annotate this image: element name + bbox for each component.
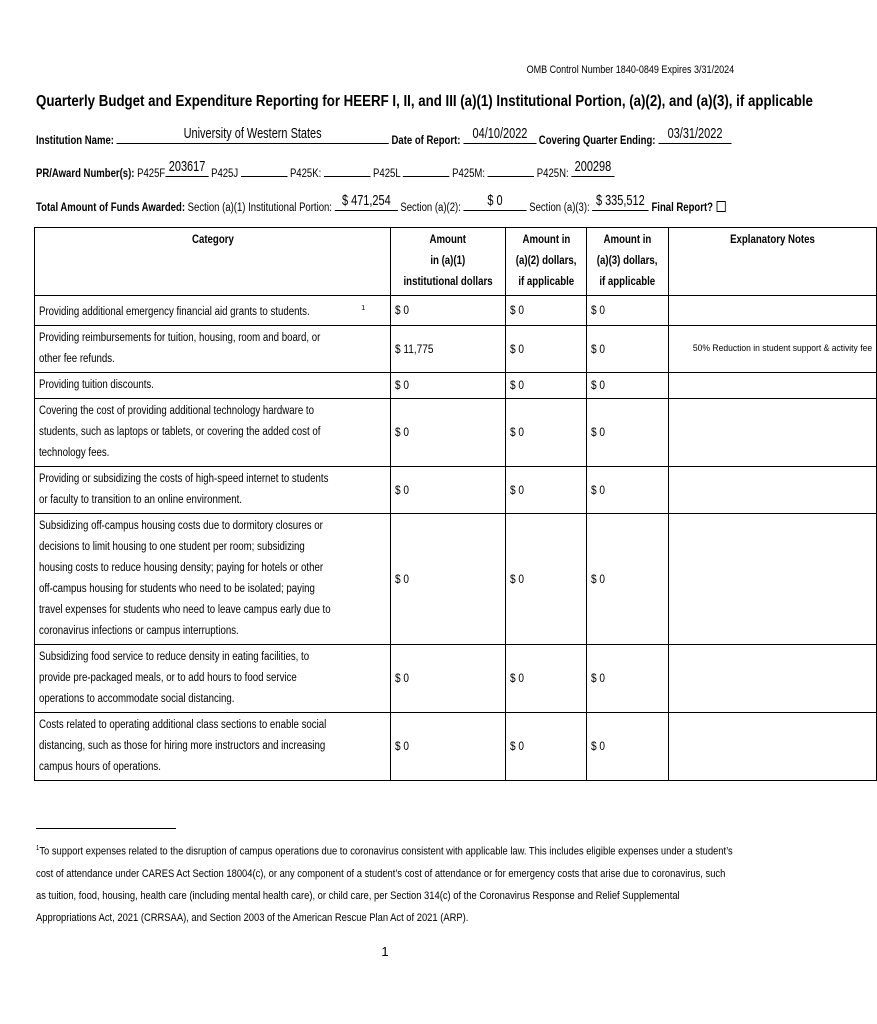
pr-label: PR/Award Number(s):: [36, 168, 135, 180]
institution-line: [36, 125, 874, 147]
amount-a3-cell[interactable]: $ 0: [587, 644, 668, 712]
date-field[interactable]: [463, 125, 536, 144]
amount-a3-cell[interactable]: $ 0: [587, 513, 668, 644]
explanatory-note-cell[interactable]: [668, 372, 876, 398]
total-funds-line: [36, 192, 867, 214]
amount-a1-cell[interactable]: $ 0: [391, 398, 506, 466]
institution-label: Institution Name:: [36, 135, 114, 147]
a1-field[interactable]: [335, 192, 398, 211]
a2-value: $ 0: [487, 192, 503, 209]
institution-value: University of Western States: [183, 125, 322, 142]
award-numbers-line: [36, 158, 733, 180]
amount-a3-cell[interactable]: $ 0: [587, 466, 668, 513]
amount-a1-cell[interactable]: $ 0: [391, 513, 506, 644]
amount-a2-cell[interactable]: $ 0: [506, 466, 587, 513]
table-row: [35, 712, 877, 780]
a2-label: Section (a)(2):: [400, 202, 461, 214]
p425n-label: P425N:: [536, 168, 569, 180]
budget-table: [34, 227, 877, 781]
explanatory-note-cell[interactable]: [668, 644, 876, 712]
date-label: Date of Report:: [391, 135, 461, 147]
explanatory-note-cell[interactable]: [668, 712, 876, 780]
amount-a2-cell[interactable]: $ 0: [506, 325, 587, 372]
quarter-label: Covering Quarter Ending:: [538, 135, 656, 147]
amount-a1-cell[interactable]: $ 0: [391, 712, 506, 780]
table-row: [35, 296, 877, 326]
amount-a1-cell[interactable]: $ 0: [391, 372, 506, 398]
table-row: [35, 372, 877, 398]
header-notes: Explanatory Notes: [668, 228, 876, 296]
a3-field[interactable]: [592, 192, 648, 211]
table-row: [35, 513, 877, 644]
table-header-row: [35, 228, 877, 296]
p425j-label: P425J: [211, 168, 239, 180]
p425n-value: 200298: [574, 158, 612, 175]
header-a3: Amount in (a)(3) dollars, if applicable: [587, 228, 668, 296]
amount-a3-cell[interactable]: $ 0: [587, 325, 668, 372]
amount-a2-cell[interactable]: $ 0: [506, 513, 587, 644]
page-number: 1: [381, 944, 389, 959]
total-label: Total Amount of Funds Awarded:: [36, 202, 185, 214]
table-row: [35, 466, 877, 513]
p425f-value: 203617: [168, 158, 206, 175]
amount-a2-cell[interactable]: $ 0: [506, 372, 587, 398]
explanatory-note-cell[interactable]: 50% Reduction in student support & activity fee: [668, 325, 876, 372]
amount-a2-cell[interactable]: $ 0: [506, 644, 587, 712]
institution-field[interactable]: [117, 125, 389, 144]
p425f-field[interactable]: [165, 158, 208, 177]
omb-control-number: OMB Control Number 1840-0849 Expires 3/31/2024: [526, 64, 734, 76]
category-cell: Providing additional emergency financial aid grants to students. $^1$: [35, 296, 391, 326]
amount-a2-cell[interactable]: $ 0: [506, 712, 587, 780]
a3-value: $ 335,512: [596, 192, 645, 209]
category-cell: Subsidizing food service to reduce density in eating facilities, to provide pre-packaged meals, or to add hours to food service operations to accommodate social distancing.: [35, 644, 391, 712]
category-cell: Providing or subsidizing the costs of high-speed internet to students or faculty to transition to an online environment.: [35, 466, 391, 513]
footnote-rule: [36, 828, 176, 829]
p425l-label: P425L: [373, 168, 401, 180]
category-cell: Costs related to operating additional class sections to enable social distancing, such as those for hiring more instructors and increasing campus hours of operations.: [35, 712, 391, 780]
final-report-checkbox[interactable]: [716, 201, 725, 212]
amount-a1-cell[interactable]: $ 0: [391, 644, 506, 712]
a1-label: Section (a)(1) Institutional Portion:: [187, 202, 332, 214]
a1-value: $ 471,254: [341, 192, 391, 209]
footnote: $^1$To support expenses related to the disruption of campus operations due to coronavirus consistent with applicable law. This includes eligible expenses under a student’s cost of attendance under CARES Act Section 18004(c), or any component of a student’s cost of attendance or for emergency costs that arise due to coronavirus, such as tuition, food, housing, health care (including mental health care), or child care, per Section 314(c) of the Coronavirus Response and Relief Supplemental Appropriations Act, 2021 (CRRSAA), and Section 2003 of the American Rescue Plan Act of 2021 (ARP).: [36, 845, 733, 924]
date-value: 04/10/2022: [472, 125, 528, 142]
table-row: [35, 644, 877, 712]
p425k-label: P425K:: [289, 168, 322, 180]
amount-a3-cell[interactable]: $ 0: [587, 398, 668, 466]
header-a2: Amount in (a)(2) dollars, if applicable: [506, 228, 587, 296]
explanatory-note-cell[interactable]: [668, 513, 876, 644]
amount-a1-cell[interactable]: $ 0: [391, 466, 506, 513]
category-cell: Providing tuition discounts.: [35, 372, 391, 398]
header-a1: Amount in (a)(1) institutional dollars: [391, 228, 506, 296]
amount-a1-cell[interactable]: $ 11,775: [391, 325, 506, 372]
explanatory-note-cell[interactable]: [668, 296, 876, 326]
final-report-label: Final Report?: [651, 202, 713, 214]
quarter-field[interactable]: [658, 125, 731, 144]
amount-a2-cell[interactable]: $ 0: [506, 296, 587, 326]
p425m-label: P425M:: [452, 168, 486, 180]
table-row: [35, 325, 877, 372]
a3-label: Section (a)(3):: [529, 202, 590, 214]
header-category: Category: [35, 228, 391, 296]
p425l-field[interactable]: [403, 164, 449, 177]
category-cell: Subsidizing off-campus housing costs due to dormitory closures or decisions to limit housing to one student per room; subsidizing housing costs to reduce housing density; paying for hotels or other off-campus housing for students who need to be isolated; paying travel expenses for students who need to leave campus early due to coronavirus infections or campus interruptions.: [35, 513, 391, 644]
a2-field[interactable]: [463, 192, 526, 211]
explanatory-note-cell[interactable]: [668, 398, 876, 466]
p425m-field[interactable]: [488, 164, 534, 177]
p425f-label: P425F: [137, 168, 166, 180]
amount-a3-cell[interactable]: $ 0: [587, 712, 668, 780]
amount-a3-cell[interactable]: $ 0: [587, 372, 668, 398]
category-cell: Covering the cost of providing additional technology hardware to students, such as laptops or tablets, or covering the added cost of technology fees.: [35, 398, 391, 466]
table-row: [35, 398, 877, 466]
p425n-field[interactable]: [571, 158, 614, 177]
explanatory-note-cell[interactable]: [668, 466, 876, 513]
p425k-field[interactable]: [324, 164, 370, 177]
amount-a2-cell[interactable]: $ 0: [506, 398, 587, 466]
quarter-value: 03/31/2022: [667, 125, 723, 142]
amount-a3-cell[interactable]: $ 0: [587, 296, 668, 326]
page-title: Quarterly Budget and Expenditure Reporting for HEERF I, II, and III (a)(1) Institutional Portion, (a)(2), and (a)(3), if applicable: [36, 93, 813, 110]
category-cell: Providing reimbursements for tuition, housing, room and board, or other fee refunds.: [35, 325, 391, 372]
amount-a1-cell[interactable]: $ 0: [391, 296, 506, 326]
p425j-field[interactable]: [241, 164, 287, 177]
